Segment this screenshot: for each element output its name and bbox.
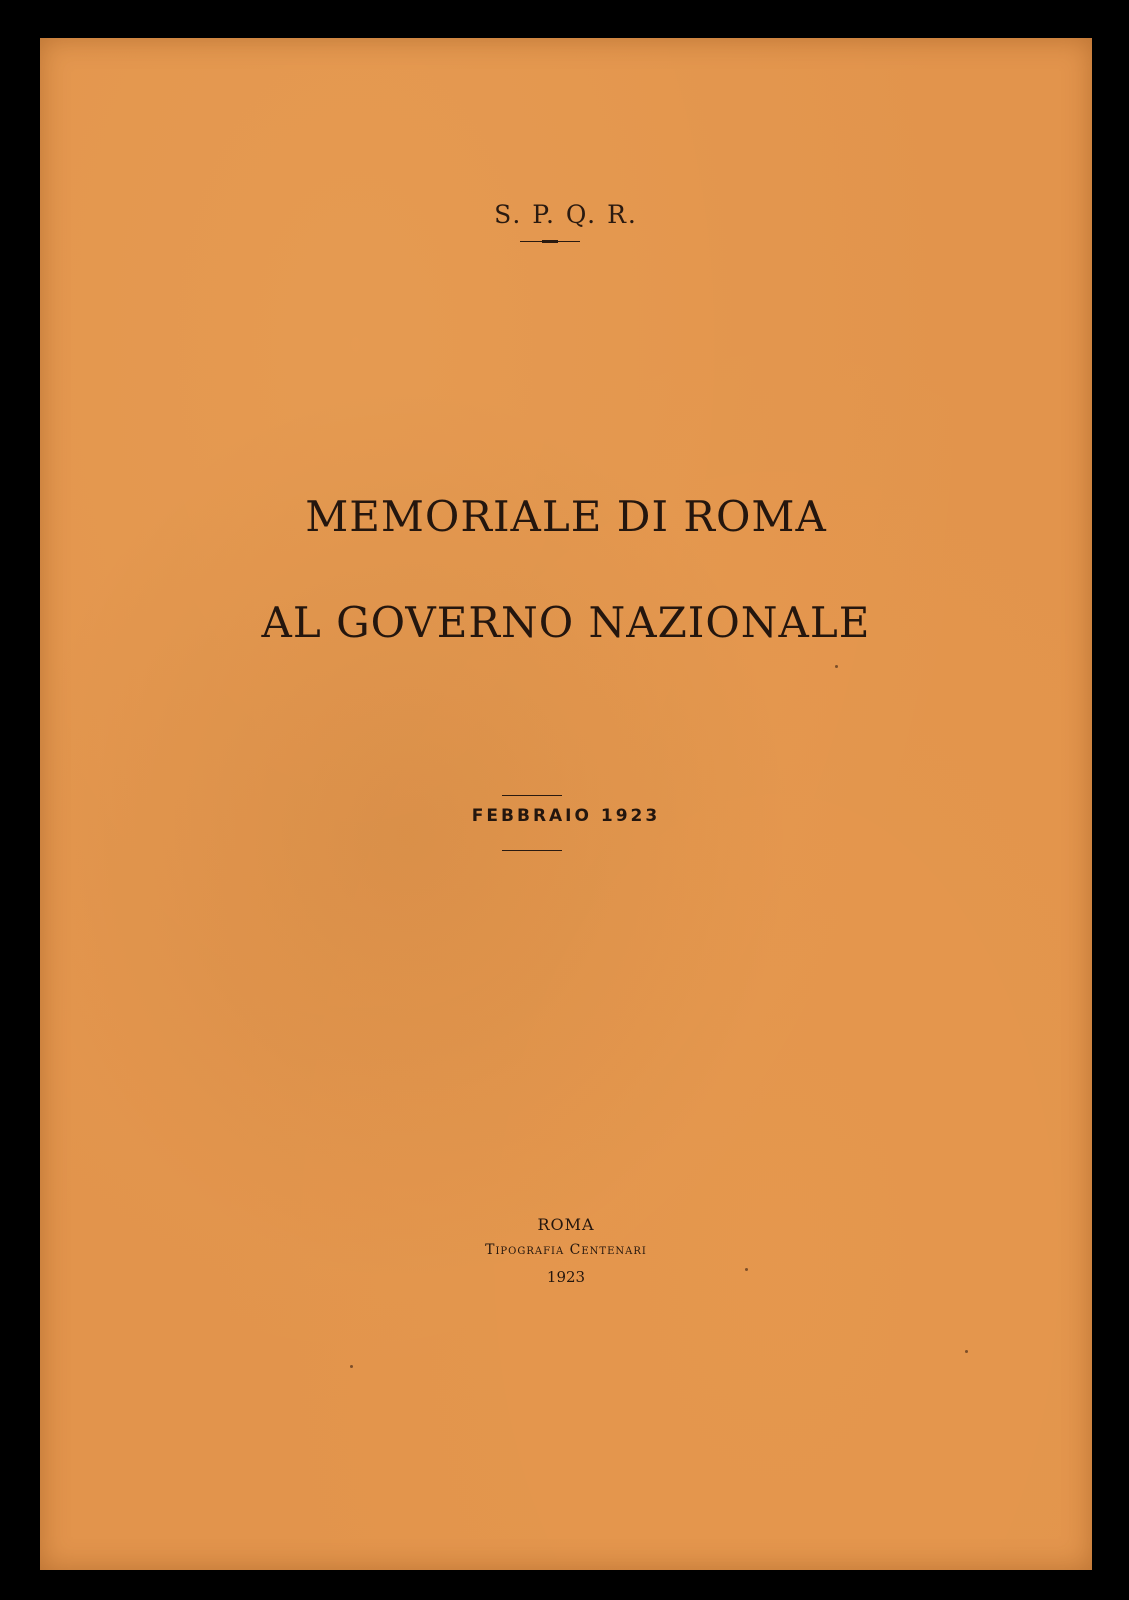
paper-speck — [835, 665, 838, 668]
title-line-1: MEMORIALE DI ROMA — [305, 492, 827, 541]
imprint-printer: Tipografia Centenari — [485, 1242, 647, 1258]
date-rule-top — [502, 795, 562, 796]
spqr-rule-mark — [542, 240, 558, 243]
imprint-year: 1923 — [546, 1268, 586, 1286]
paper-speck — [745, 1268, 748, 1271]
paper-speck — [350, 1365, 353, 1368]
imprint-city: ROMA — [537, 1215, 595, 1234]
spqr-header: S. P. Q. R. — [494, 200, 638, 229]
pamphlet-cover — [40, 38, 1092, 1570]
paper-speck — [965, 1350, 968, 1353]
title-line-2: AL GOVERNO NAZIONALE — [261, 598, 871, 647]
publication-date: FEBBRAIO 1923 — [471, 806, 661, 826]
date-rule-bottom — [502, 850, 562, 851]
